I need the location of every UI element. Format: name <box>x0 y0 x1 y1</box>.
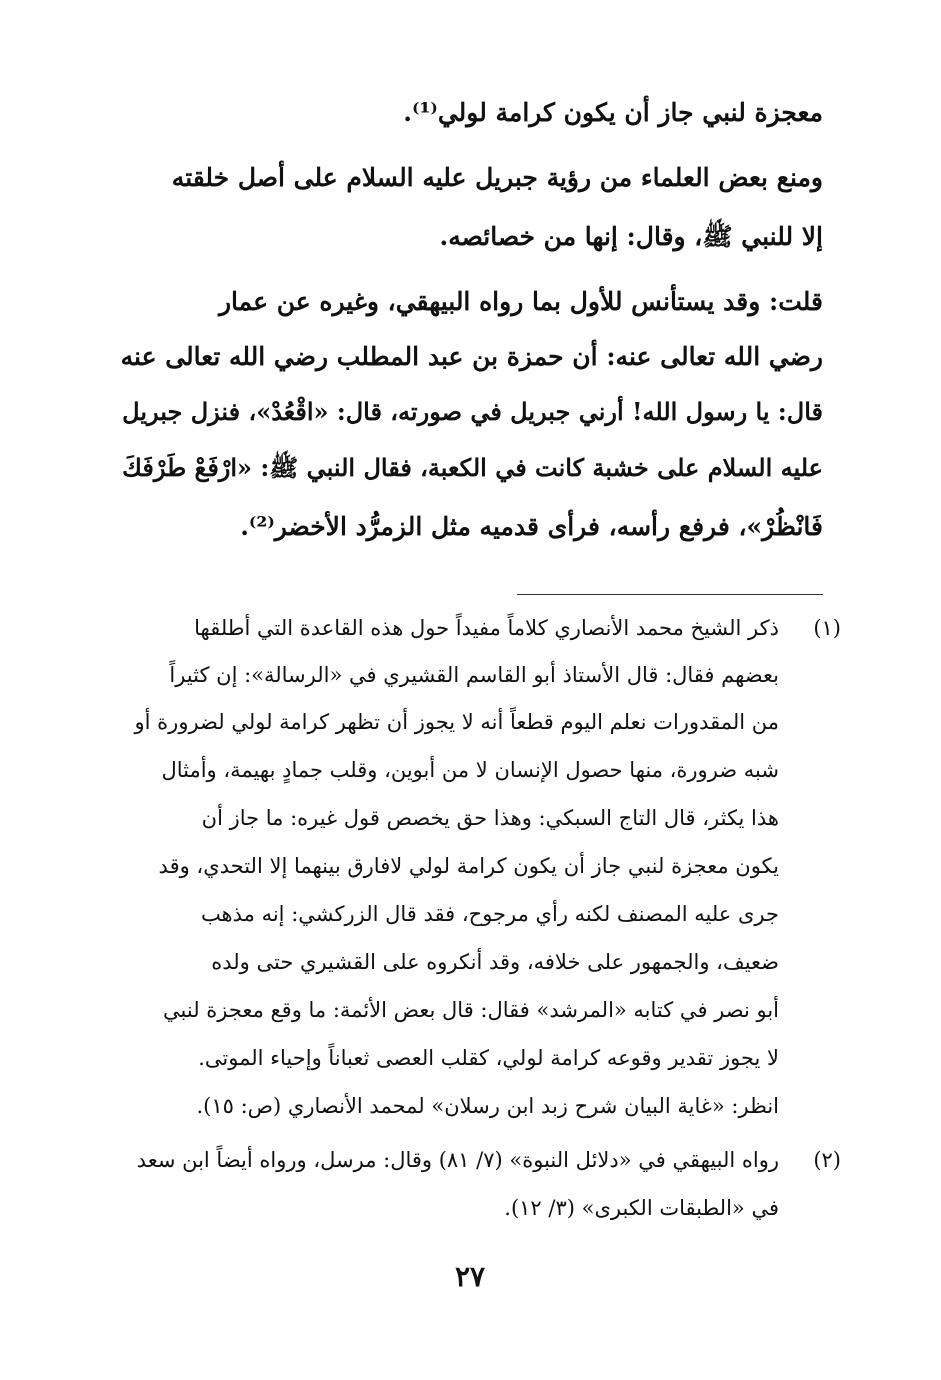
footnote-line: هذا يكثر، قال التاج السبكي: وهذا حق يخصص قول غيره: ما جاز أن <box>201 806 779 830</box>
main-text-line: ومنع بعض العلماء من رؤية جبريل عليه السلام على أصل خلقته <box>171 163 823 192</box>
footnote-line: ذكر الشيخ محمد الأنصاري كلاماً مفيداً حول هذه القاعدة التي أطلقها <box>194 616 779 640</box>
footnote-line: أبو نصر في كتابه «المرشد» فقال: قال بعض الأئمة: ما وقع معجزة لنبي <box>163 998 779 1022</box>
footnote-number: (١) <box>813 616 841 640</box>
main-text-line: قلت: وقد يستأنس للأول بما رواه البيهقي، وغيره عن عمار <box>218 287 823 316</box>
main-text-line: رضي الله تعالى عنه: أن حمزة بن عبد المطلب رضي الله تعالى عنه <box>120 342 823 371</box>
main-text-line: عليه السلام على خشبة كانت في الكعبة، فقال النبي ﷺ: «ارْفَعْ طَرْفَكَ <box>122 453 823 482</box>
footnote-line: من المقدورات نعلم اليوم قطعاً أنه لا يجوز أن تظهر كرامة لولي لضرورة أو <box>134 710 779 734</box>
main-text-line: فَانْظُرْ»، فرفع رأسه، فرأى قدميه مثل الزمرُّد الأخضر⁽²⁾. <box>240 512 823 541</box>
footnote-divider <box>517 594 823 595</box>
footnote-line: بعضهم فقال: قال الأستاذ أبو القاسم القشيري في «الرسالة»: إن كثيراً <box>169 663 779 687</box>
footnote-line: شبه ضرورة، منها حصول الإنسان لا من أبوين، وقلب جمادٍ بهيمة، وأمثال <box>161 758 779 782</box>
footnote-line: رواه البيهقي في «دلائل النبوة» (٧/ ٨١) وقال: مرسل، ورواه أيضاً ابن سعد <box>136 1148 779 1172</box>
main-text-line: معجزة لنبي جاز أن يكون كرامة لولي⁽¹⁾. <box>403 98 823 127</box>
footnote-line: انظر: «غاية البيان شرح زبد ابن رسلان» لمحمد الأنصاري (ص: ١٥). <box>196 1094 779 1118</box>
page-number: ٢٧ <box>454 1260 486 1293</box>
main-text-line: قال: يا رسول الله! أرني جبريل في صورته، قال: «اقْعُدْ»، فنزل جبريل <box>122 397 823 426</box>
footnote-line: في «الطبقات الكبرى» (٣/ ١٢). <box>504 1196 779 1220</box>
footnote-line: جرى عليه المصنف لكنه رأي مرجوح، فقد قال الزركشي: إنه مذهب <box>200 902 779 926</box>
footnote-line: يكون معجزة لنبي جاز أن يكون كرامة لولي لافارق بينهما إلا التحدي، وقد <box>158 854 779 878</box>
footnote-number: (٢) <box>813 1148 841 1172</box>
footnote-line: لا يجوز تقدير وقوعه كرامة لولي، كقلب العصى ثعباناً وإحياء الموتى. <box>198 1046 779 1070</box>
footnote-line: ضعيف، والجمهور على خلافه، وقد أنكروه على القشيري حتى ولده <box>211 950 779 974</box>
main-text-line: إلا للنبي ﷺ، وقال: إنها من خصائصه. <box>439 222 823 251</box>
